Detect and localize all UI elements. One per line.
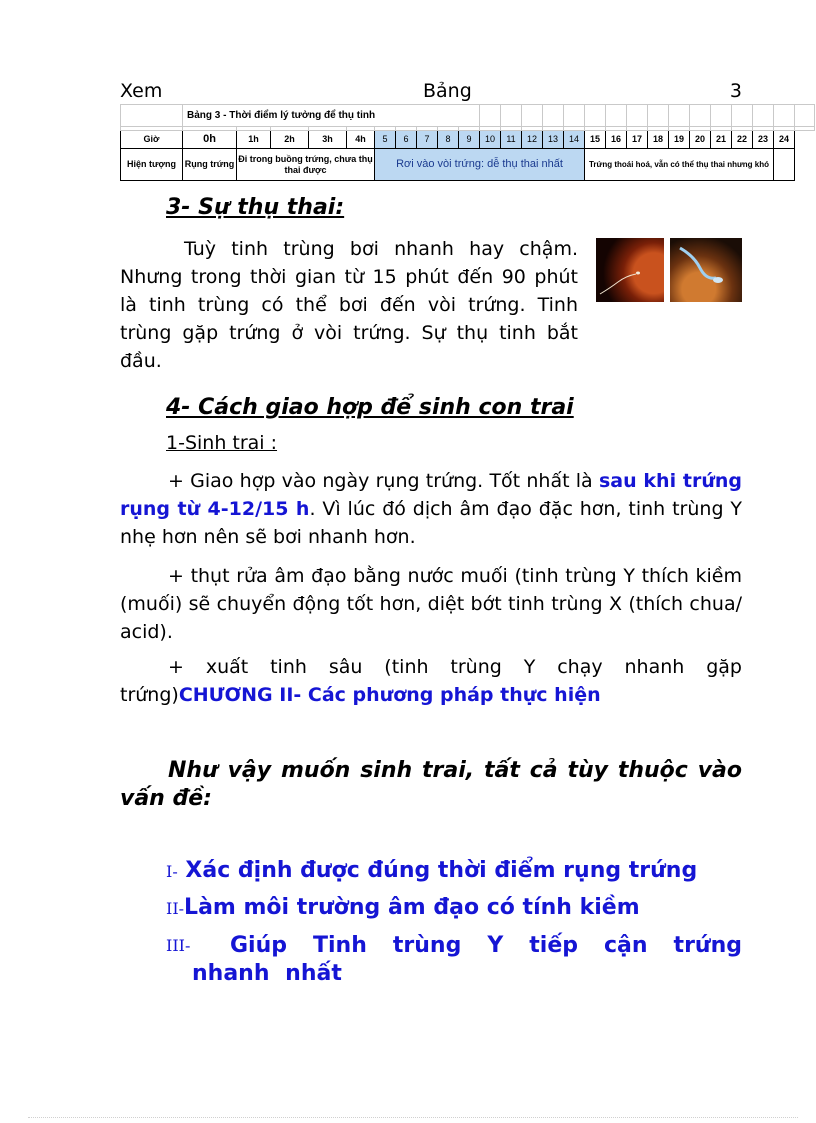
hour-cell: 22 (732, 131, 753, 149)
p1-highlight: sau khi trứng rụng từ 4-12/15 h (120, 470, 742, 520)
list-item-number: II- (166, 899, 185, 918)
hour-cell: 2h (271, 131, 309, 149)
list-item (166, 895, 742, 920)
caption-left: Xem (120, 80, 163, 102)
section-3-heading: 3- Sự thụ thai: (166, 195, 345, 220)
event-in-tube: Rơi vào vòi trứng: dễ thụ thai nhất (375, 149, 585, 181)
hour-cell: 24 (774, 131, 795, 149)
p1-text-after: . Vì lúc đó dịch âm đạo đặc hơn, tinh trùng Y nhẹ hơn nên sẽ bơi nhanh hơn. (120, 498, 742, 548)
hour-cell: 6 (396, 131, 417, 149)
hour-cell: 9 (459, 131, 480, 149)
chapter-heading: CHƯƠNG II- Các phương pháp thực hiện (178, 684, 601, 706)
hour-cell: 3h (309, 131, 347, 149)
hour-cell: 20 (690, 131, 711, 149)
hour-cell: 11 (501, 131, 522, 149)
event-row-label: Hiện tượng (121, 149, 183, 181)
hour-cell: 5 (375, 131, 396, 149)
hour-cell: 12 (522, 131, 543, 149)
page-bottom-divider (28, 1117, 798, 1118)
list-item-number: I- (166, 862, 178, 881)
list-item-text: Xác định được đúng thời điểm rụng trứng (185, 858, 698, 883)
hour-cell: 0h (183, 131, 237, 149)
section-3-paragraph: Tuỳ tinh trùng bơi nhanh hay chậm. Nhưng trong thời gian từ 15 phút đến 90 phút là tinh trùng có thể bơi đến vòi trứng. Tinh trùng gặp trứng ở vòi trứng. Sự thụ tinh bắt đầu. (120, 238, 578, 372)
table-caption (120, 80, 742, 104)
caption-center: Bảng (423, 80, 472, 102)
sperm-photo (670, 238, 742, 302)
hour-row (121, 131, 815, 149)
hour-cell: 17 (627, 131, 648, 149)
list-item (166, 932, 742, 988)
hour-cell: 8 (438, 131, 459, 149)
hour-cell: 19 (669, 131, 690, 149)
list-item-number: III- (166, 936, 191, 955)
egg-photo (596, 238, 664, 302)
p3-text: + xuất tinh sâu (tinh trùng Y chạy nhanh gặp trứng) (120, 656, 742, 706)
list-item-text: Làm môi trường âm đạo có tính kiềm (184, 895, 640, 920)
hour-cell: 13 (543, 131, 564, 149)
event-in-ovary: Đi trong buồng trứng, chưa thụ thai được (237, 149, 375, 181)
event-row (121, 149, 815, 181)
hour-row-label: Giờ (121, 131, 183, 149)
hour-cell: 16 (606, 131, 627, 149)
summary-text: Như vậy muốn sinh trai, tất cả tùy thuộc vào vấn đề: (120, 758, 742, 811)
fertilization-timing-table (120, 104, 815, 181)
hour-cell: 1h (237, 131, 271, 149)
hour-cell: 7 (417, 131, 438, 149)
hour-cell: 18 (648, 131, 669, 149)
p1-text: + Giao hợp vào ngày rụng trứng. Tốt nhất là (168, 470, 599, 492)
section-4-heading: 4- Cách giao hợp để sinh con trai (166, 395, 574, 420)
section-4-paragraph-1 (120, 467, 742, 551)
section-4-paragraph-2: + thụt rửa âm đạo bằng nước muối (tinh trùng Y thích kiềm (muối) sẽ chuyển động tốt hơn, diệt bớt tinh trùng X (thích chua/ acid). (120, 565, 742, 643)
caption-right: 3 (729, 80, 742, 102)
hour-cell: 10 (480, 131, 501, 149)
list-item (166, 858, 742, 883)
section-4-paragraph-3 (120, 653, 742, 709)
hour-cell: 21 (711, 131, 732, 149)
hour-cell: 4h (347, 131, 375, 149)
hour-cell: 23 (753, 131, 774, 149)
hour-cell: 15 (585, 131, 606, 149)
list-item-text: Giúp Tinh trùng Y tiếp cận trứng nhanh nhất (192, 933, 742, 986)
hour-cell: 14 (564, 131, 585, 149)
table-title: Bảng 3 - Thời điểm lý tưởng để thụ tinh (183, 105, 480, 127)
event-ovulation: Rụng trứng (183, 149, 237, 181)
section-4-subheading: 1-Sinh trai : (166, 432, 278, 454)
event-degeneration: Trứng thoái hoá, vẫn có thể thụ thai nhưng khó (585, 149, 774, 181)
